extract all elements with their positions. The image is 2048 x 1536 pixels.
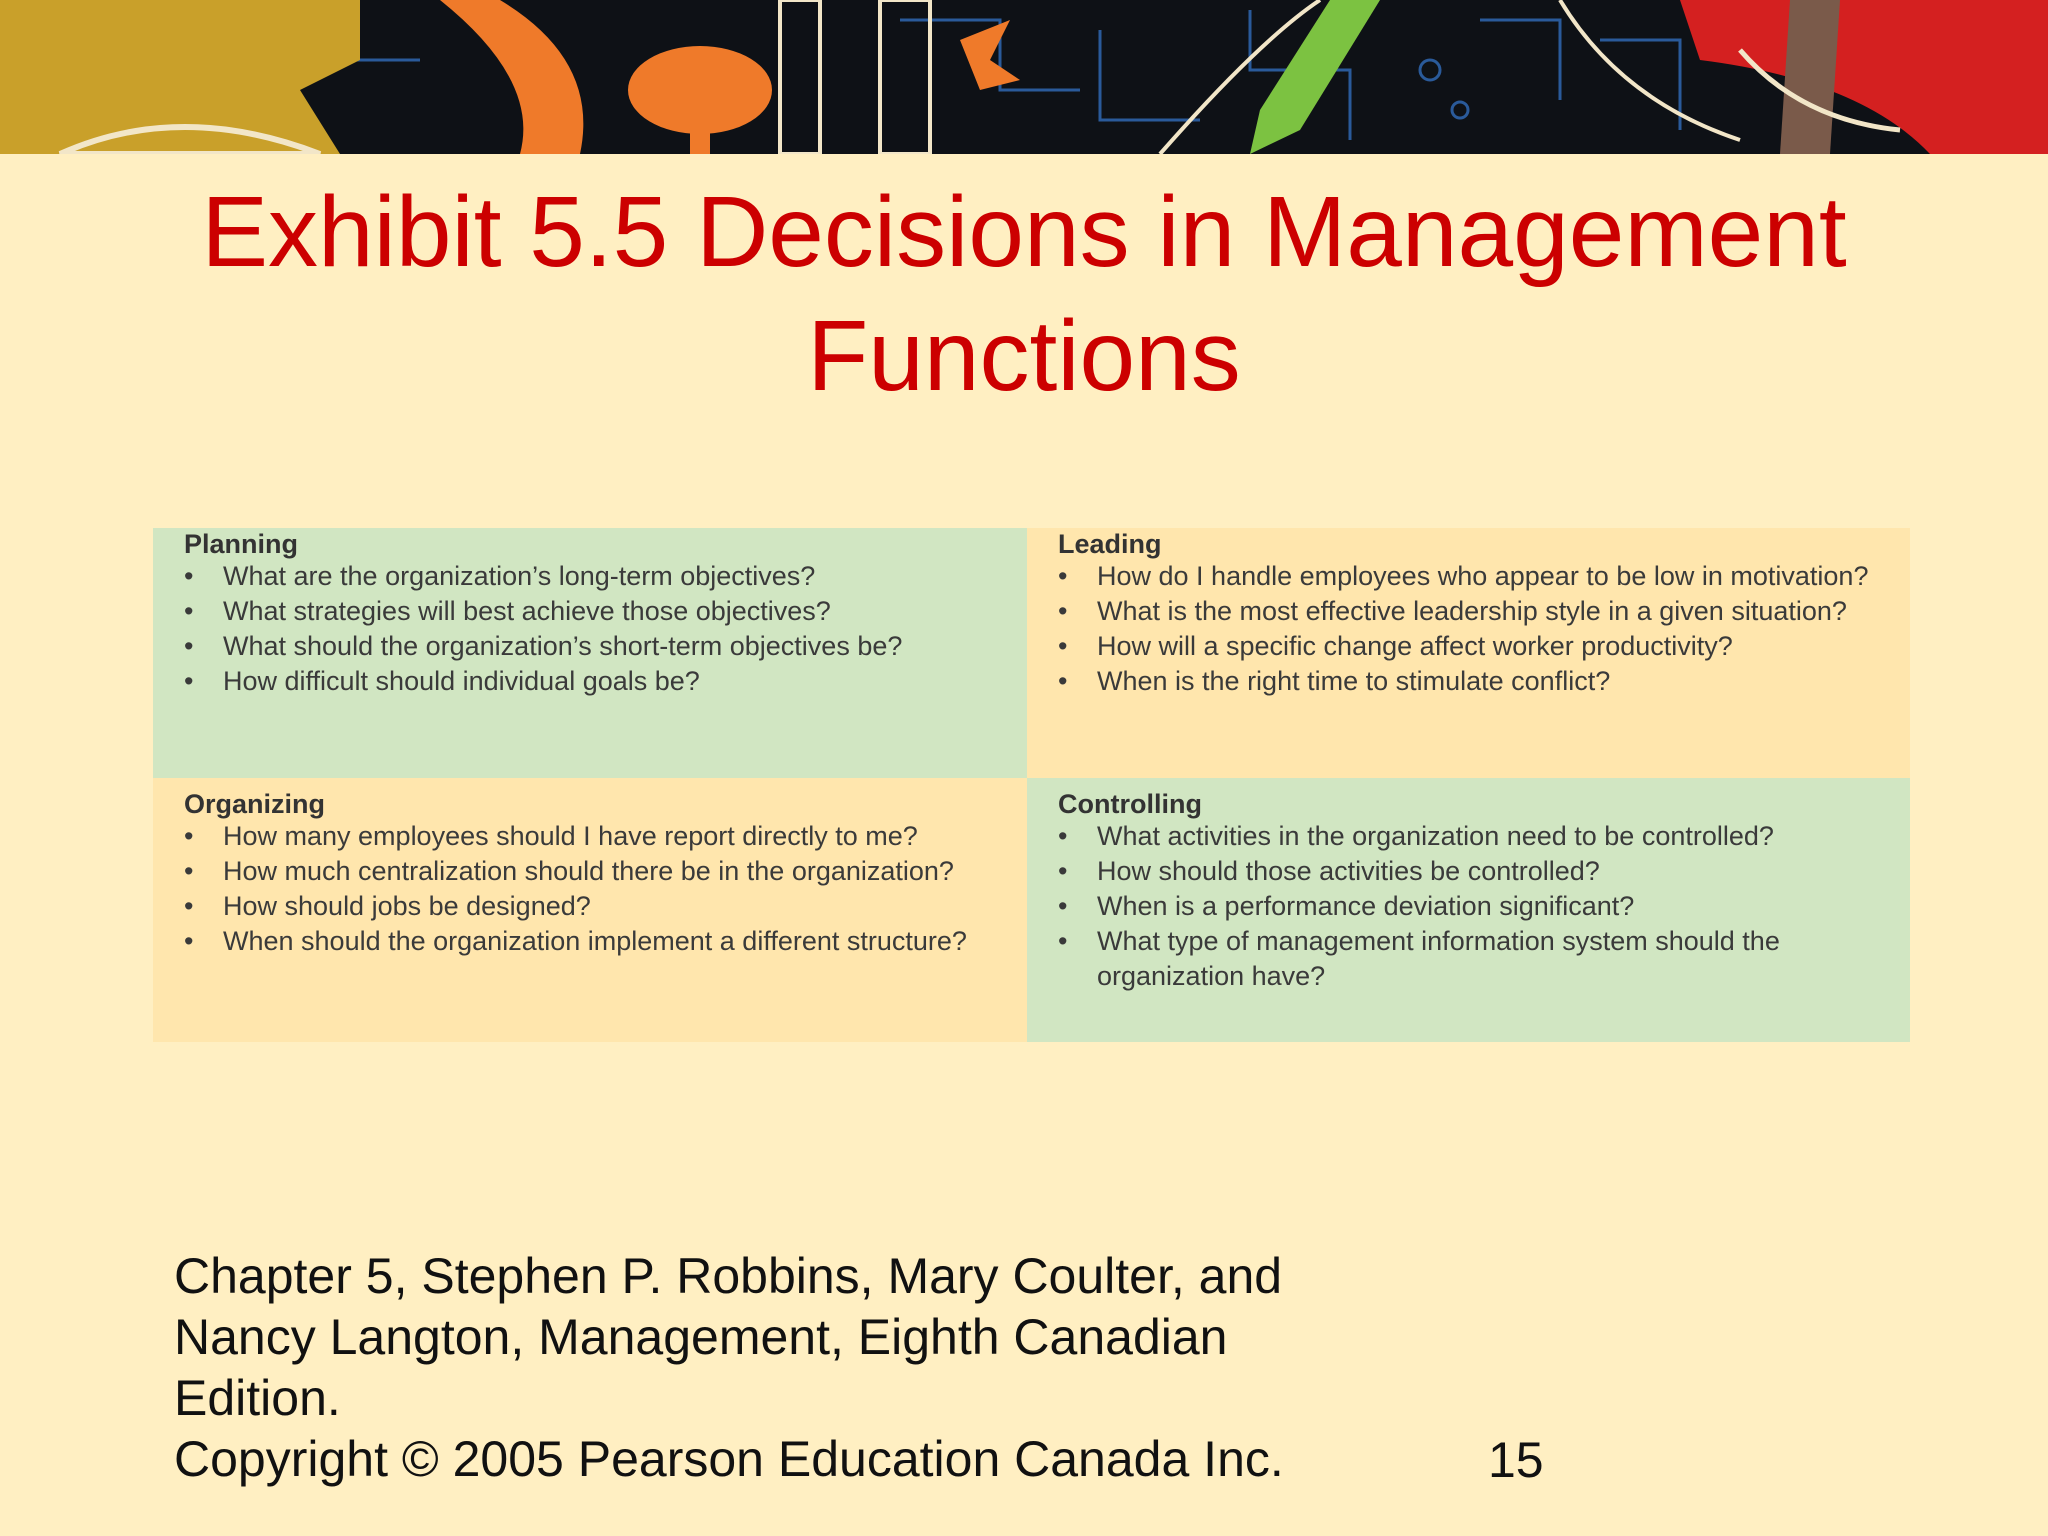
list-item: • When is the right time to stimulate conflict?: [1058, 664, 1880, 699]
list-item: • What are the organization’s long-term objectives?: [184, 559, 997, 594]
list-item: • How should jobs be designed?: [184, 889, 997, 924]
planning-list: [184, 559, 997, 699]
leading-heading: Leading: [1058, 529, 1162, 559]
planning-heading: Planning: [184, 529, 298, 559]
controlling-cell: [1027, 778, 1910, 1042]
list-item: • When should the organization implement a different structure?: [184, 924, 997, 959]
list-item: • When is a performance deviation significant?: [1058, 889, 1880, 924]
citation-line: Nancy Langton, Management, Eighth Canadian: [174, 1309, 1228, 1365]
slide-title: Exhibit 5.5 Decisions in Management Functions: [201, 176, 1847, 412]
citation-line: Chapter 5, Stephen P. Robbins, Mary Coulter, and: [174, 1248, 1283, 1304]
list-item: • What strategies will best achieve those objectives?: [184, 594, 997, 629]
controlling-list: [1058, 819, 1880, 994]
list-item: • What should the organization’s short-term objectives be?: [184, 629, 997, 664]
decorative-banner: [0, 0, 2048, 154]
copyright-line: Copyright © 2005 Pearson Education Canada Inc.: [174, 1431, 1284, 1487]
slide-number: 15: [1488, 1432, 1544, 1488]
list-item: • How difficult should individual goals be?: [184, 664, 997, 699]
banner-illustration: [0, 0, 2048, 154]
source-citation: [174, 1246, 1374, 1490]
citation-line: Edition.: [174, 1370, 341, 1426]
list-item: • How do I handle employees who appear to be low in motivation?: [1058, 559, 1880, 594]
leading-cell: [1027, 528, 1910, 778]
organizing-list: [184, 819, 997, 959]
planning-cell: [153, 528, 1027, 778]
management-decisions-table: [153, 528, 1910, 1042]
list-item: • How much centralization should there be in the organization?: [184, 854, 997, 889]
list-item: • How will a specific change affect worker productivity?: [1058, 629, 1880, 664]
organizing-heading: Organizing: [184, 789, 325, 819]
list-item: • How many employees should I have report directly to me?: [184, 819, 997, 854]
list-item: • How should those activities be controlled?: [1058, 854, 1880, 889]
organizing-cell: [153, 778, 1027, 1042]
list-item: • What is the most effective leadership style in a given situation?: [1058, 594, 1880, 629]
controlling-heading: Controlling: [1058, 789, 1202, 819]
list-item: • What activities in the organization need to be controlled?: [1058, 819, 1880, 854]
list-item: • What type of management information system should the organization have?: [1058, 924, 1880, 994]
leading-list: [1058, 559, 1880, 699]
